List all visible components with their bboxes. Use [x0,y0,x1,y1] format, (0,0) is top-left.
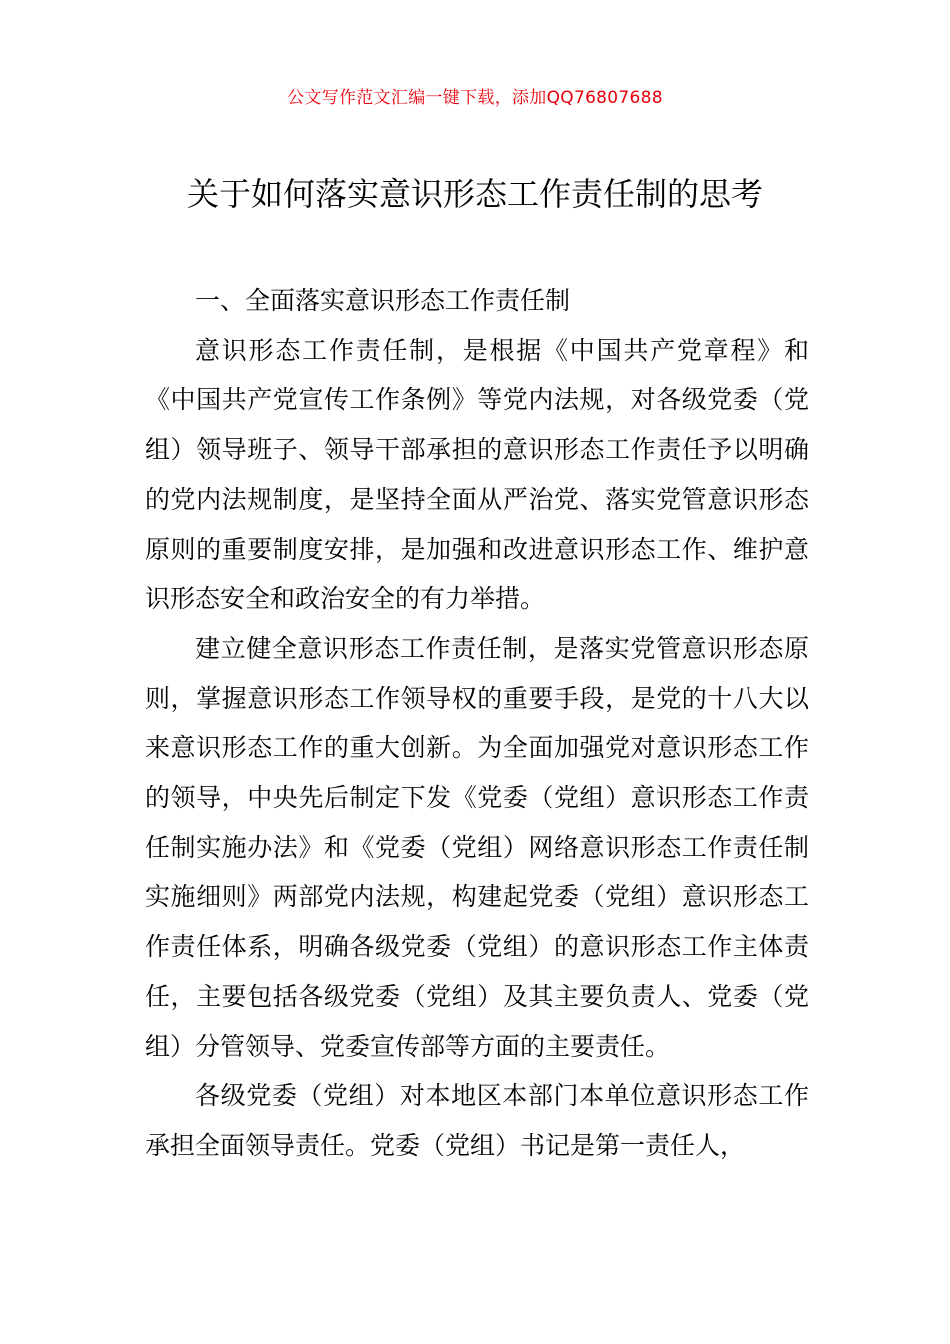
body-paragraph: 建立健全意识形态工作责任制，是落实党管意识形态原则，掌握意识形态工作领导权的重要手段，是党的十八大以来意识形态工作的重大创新。为全面加强党对意识形态工作的领导，中央先后制定下发《党委（党组）意识形态工作责任制实施办法》和《党委（党组）网络意识形态工作责任制实施细则》两部党内法规，构建起党委（党组）意识形态工作责任体系，明确各级党委（党组）的意识形态工作主体责任，主要包括各级党委（党组）及其主要负责人、党委（党组）分管领导、党委宣传部等方面的主要责任。 [145,633,809,1061]
document-title: 关于如何落实意识形态工作责任制的思考 [186,175,763,213]
download-notice: 公文写作范文汇编一键下载，添加QQ76807688 [287,88,663,108]
body-paragraph: 各级党委（党组）对本地区本部门本单位意识形态工作承担全面领导责任。党委（党组）书记是第一责任人， [145,1081,809,1160]
section-heading: 一、全面落实意识形态工作责任制 [195,286,571,315]
body-paragraph: 意识形态工作责任制，是根据《中国共产党章程》和《中国共产党宣传工作条例》等党内法规，对各级党委（党组）领导班子、领导干部承担的意识形态工作责任予以明确的党内法规制度，是坚持全面从严治党、落实党管意识形态原则的重要制度安排，是加强和改进意识形态工作、维护意识形态安全和政治安全的有力举措。 [145,335,809,614]
document-body [145,276,809,1171]
